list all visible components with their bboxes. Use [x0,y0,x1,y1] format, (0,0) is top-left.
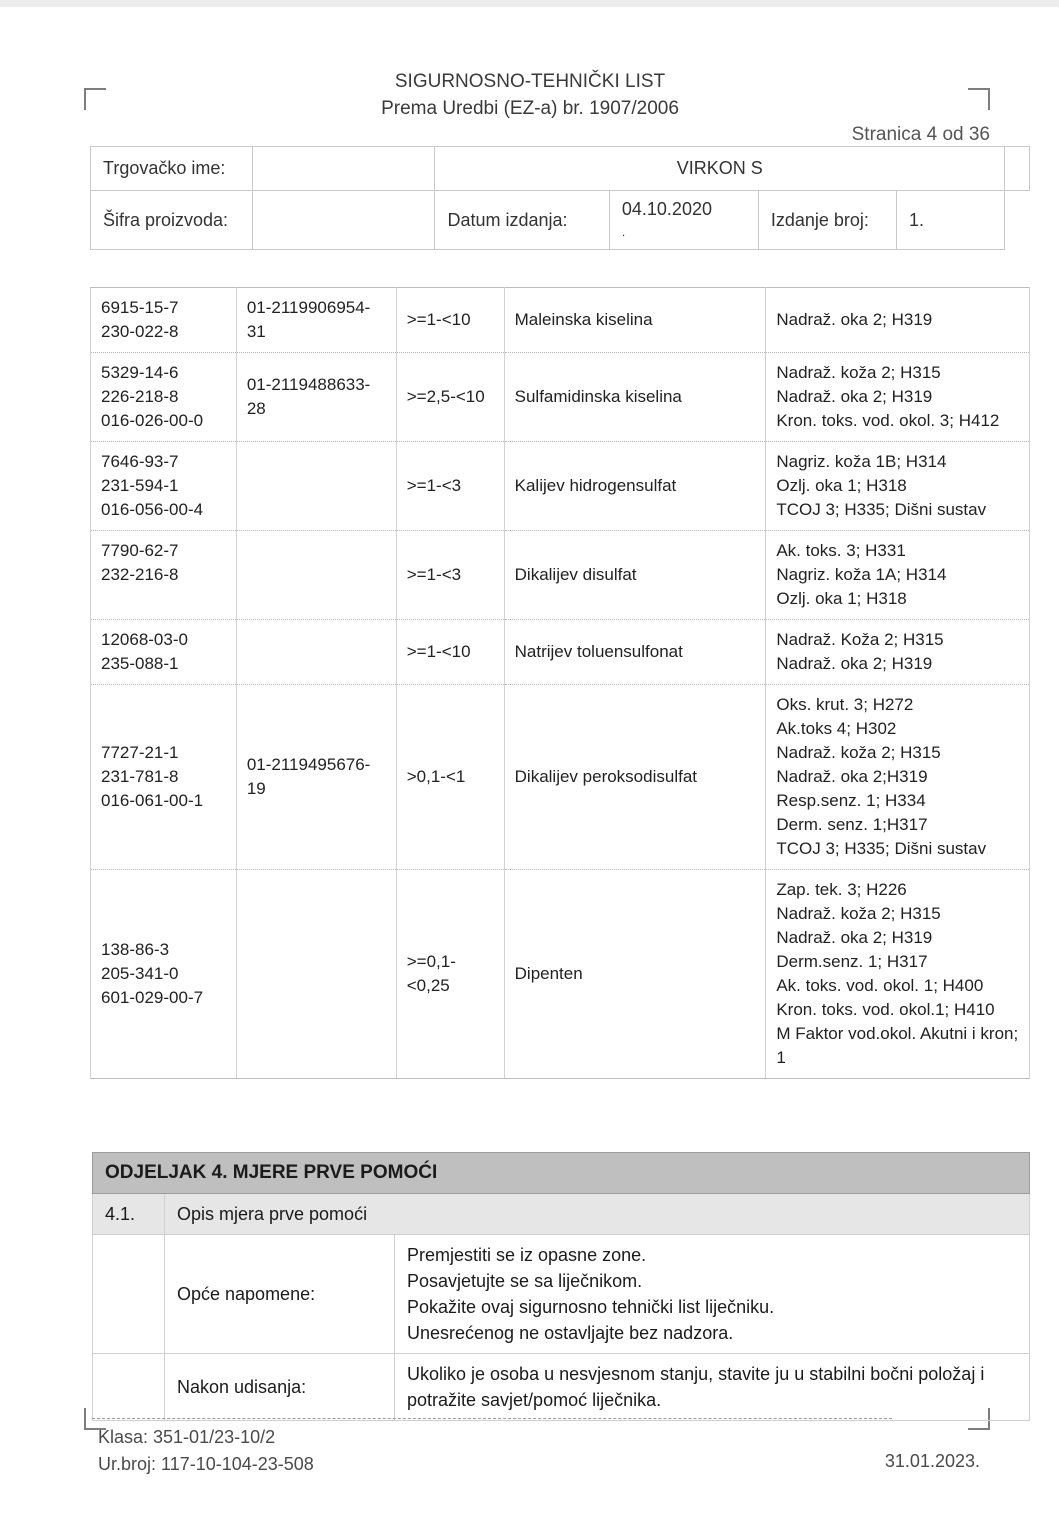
substance-registration [236,442,396,531]
substance-ids: 7790-62-7 232-216-8 [91,531,237,620]
substances-table [90,287,1030,1079]
substance-concentration: >=1-<3 [396,531,504,620]
trade-name-label: Trgovačko ime: [91,147,253,191]
substance-concentration: >=1-<10 [396,620,504,685]
crop-mark-top-right [968,88,990,110]
page-indicator: Stranica 4 od 36 [851,124,990,145]
substances-table-body [91,288,1030,1079]
substance-registration: 01-2119495676-19 [236,685,396,870]
substance-name: Sulfamidinska kiselina [504,353,766,442]
substance-ids: 6915-15-7 230-022-8 [91,288,237,353]
document-info-table [90,146,1030,250]
substance-ids: 7727-21-1 231-781-8 016-061-00-1 [91,685,237,870]
substance-name: Natrijev toluensulfonat [504,620,766,685]
substance-concentration: >=0,1-<0,25 [396,870,504,1079]
footer-divider [92,1418,892,1419]
table-row [91,191,1030,250]
footer-left [98,1424,314,1478]
table-row [91,685,1030,870]
table-row [91,288,1030,353]
table-row [91,147,1030,191]
substance-hazards: Zap. tek. 3; H226 Nadraž. koža 2; H315 Nadraž. oka 2; H319 Derm.senz. 1; H317 Ak. toks. vod. okol. 1; H400 Kron. toks. vod. okol.1; H410 M Faktor vod.okol. Akutni i kron; 1 [766,870,1030,1079]
trade-name-blank-cell [253,147,435,191]
document-header [90,68,970,122]
footer-klasa: Klasa: 351-01/23-10/2 [98,1427,276,1447]
substance-concentration: >=1-<10 [396,288,504,353]
issue-date-label: Datum izdanja: [435,191,609,250]
section-4-row-key: Nakon udisanja: [165,1354,395,1421]
table-row [93,1354,1030,1421]
substance-hazards: Nadraž. oka 2; H319 [766,288,1030,353]
footer-date: 31.01.2023. [884,1451,980,1471]
substance-hazards: Nagriz. koža 1B; H314 Ozlj. oka 1; H318 TCOJ 3; H335; Dišni sustav [766,442,1030,531]
substance-hazards: Oks. krut. 3; H272 Ak.toks 4; H302 Nadraž. koža 2; H315 Nadraž. oka 2;H319 Resp.senz. 1; H334 Derm. senz. 1;H317 TCOJ 3; H335; Dišni sustav [766,685,1030,870]
substance-name: Kalijev hidrogensulfat [504,442,766,531]
substance-ids: 5329-14-6 226-218-8 016-026-00-0 [91,353,237,442]
substance-registration [236,620,396,685]
substance-registration: 01-2119488633-28 [236,353,396,442]
section-4-subtitle-row [93,1194,1030,1235]
viewer-top-bar [0,0,1059,7]
trade-name-value: VIRKON S [435,147,1005,191]
substance-ids: 12068-03-0 235-088-1 [91,620,237,685]
substance-ids: 7646-93-7 231-594-1 016-056-00-4 [91,442,237,531]
edition-label: Izdanje broj: [758,191,896,250]
substance-concentration: >=1-<3 [396,442,504,531]
issue-date-suffix: . [621,225,626,239]
section-4-sub-number: 4.1. [93,1194,165,1235]
section-4-row-spacer [93,1235,165,1354]
substance-registration [236,531,396,620]
section-4-row-key: Opće napomene: [165,1235,395,1354]
trade-name-spacer-cell [1005,147,1030,191]
section-4-title-row [93,1153,1030,1194]
section-4-row-spacer [93,1354,165,1421]
document-title-line2: Prema Uredbi (EZ-a) br. 1907/2006 [381,98,679,119]
table-row [91,531,1030,620]
substance-ids: 138-86-3 205-341-0 601-029-00-7 [91,870,237,1079]
footer-ur-broj: Ur.broj: 117-10-104-23-508 [98,1454,314,1474]
substance-name: Dikalijev disulfat [504,531,766,620]
product-code-value [253,191,435,250]
substance-concentration: >0,1-<1 [396,685,504,870]
substance-concentration: >=2,5-<10 [396,353,504,442]
table-row [91,353,1030,442]
document-title-line1: SIGURNOSNO-TEHNIČKI LIST [394,71,666,92]
product-code-label: Šifra proizvoda: [91,191,253,250]
section-4-row-value: Ukoliko je osoba u nesvjesnom stanju, stavite ju u stabilni bočni položaj i potražite savjet/pomoć liječnika. [395,1354,1030,1421]
section-4-table [92,1152,1030,1421]
section-4-title: ODJELJAK 4. MJERE PRVE POMOĆI [93,1153,1030,1194]
table-row [93,1235,1030,1354]
substance-name: Dikalijev peroksodisulfat [504,685,766,870]
substance-hazards: Ak. toks. 3; H331 Nagriz. koža 1A; H314 Ozlj. oka 1; H318 [766,531,1030,620]
substance-name: Dipenten [504,870,766,1079]
section-4-row-value: Premjestiti se iz opasne zone. Posavjetujte se sa liječnikom. Pokažite ovaj sigurnosno tehnički list liječniku. Unesrećenog ne ostavljajte bez nadzora. [395,1235,1030,1354]
substance-name: Maleinska kiselina [504,288,766,353]
section-4-sub-title: Opis mjera prve pomoći [165,1194,1030,1235]
table-row [91,870,1030,1079]
substance-hazards: Nadraž. Koža 2; H315 Nadraž. oka 2; H319 [766,620,1030,685]
table-row [91,442,1030,531]
substance-hazards: Nadraž. koža 2; H315 Nadraž. oka 2; H319 Kron. toks. vod. okol. 3; H412 [766,353,1030,442]
substance-registration: 01-2119906954-31 [236,288,396,353]
issue-date-value [609,191,758,250]
issue-date-text: 04.10.2020 [621,199,712,219]
substance-registration [236,870,396,1079]
table-row [91,620,1030,685]
edition-value: 1. [897,191,1005,250]
